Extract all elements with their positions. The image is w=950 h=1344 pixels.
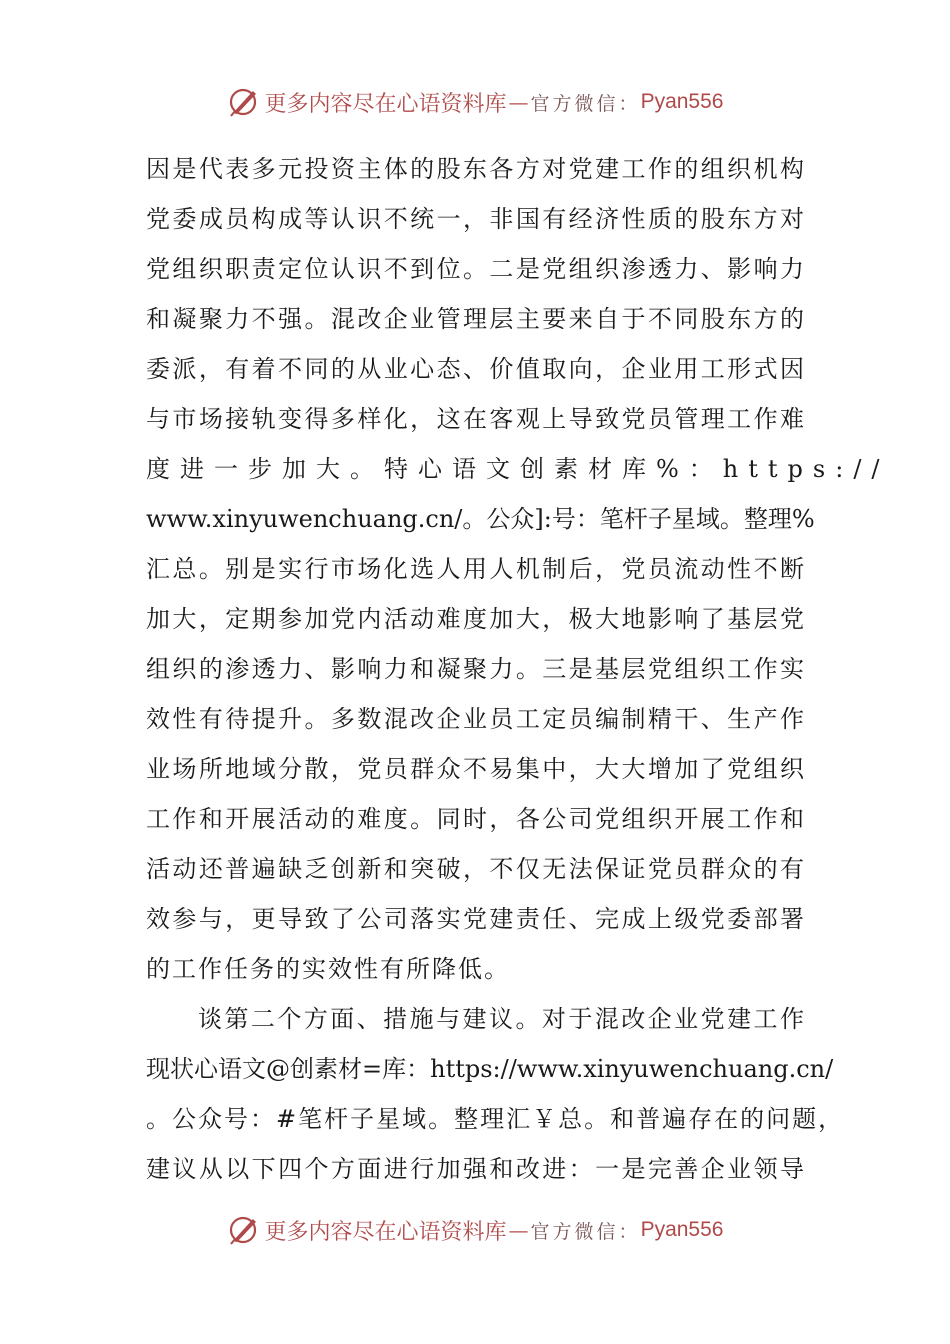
body-text	[146, 144, 890, 1194]
text-line: 和凝聚力不强。混改企业管理层主要来自于不同股东方的	[146, 305, 806, 333]
text-line: 现状心语文@创素材=库：https://www.xinyuwenchuang.cn/	[146, 1055, 834, 1083]
text-line: 度进一步加大。特心语文创素材库%：https://	[146, 455, 890, 483]
banner-separator: —	[508, 90, 529, 114]
banner-wechat-id: Pyan556	[640, 90, 724, 113]
text-line: 的工作任务的实效性有所降低。	[146, 955, 510, 983]
text-line: 效参与，更导致了公司落实党建责任、完成上级党委部署	[146, 905, 806, 933]
text-line: 汇总。别是实行市场化选人用人机制后，党员流动性不断	[146, 555, 806, 583]
paragraph-first-line: 谈第二个方面、措施与建议。对于混改企业党建工作	[198, 1005, 806, 1033]
banner-wechat-label: 官方微信：	[530, 92, 641, 115]
text-line: 。公众号：#笔杆子星域。整理汇￥总。和普遍存在的问题，	[146, 1105, 845, 1133]
banner-main-text: 更多内容尽在心语资料库	[264, 1219, 507, 1245]
banner-separator: —	[508, 1218, 529, 1242]
header-banner	[0, 82, 950, 122]
text-line: 效性有待提升。多数混改企业员工定员编制精干、生产作	[146, 705, 806, 733]
text-line: 委派，有着不同的从业心态、价值取向，企业用工形式因	[146, 355, 806, 383]
banner-wechat-id: Pyan556	[640, 1218, 724, 1241]
banner-wechat-label: 官方微信：	[530, 1220, 641, 1243]
text-line: 加大，定期参加党内活动难度加大，极大地影响了基层党	[146, 605, 806, 633]
text-line: 活动还普遍缺乏创新和突破，不仅无法保证党员群众的有	[146, 855, 806, 883]
text-line: 因是代表多元投资主体的股东各方对党建工作的组织机构	[146, 155, 806, 183]
text-line: 党委成员构成等认识不统一，非国有经济性质的股东方对	[146, 205, 806, 233]
banner-main-text: 更多内容尽在心语资料库	[264, 91, 507, 117]
text-line: 业场所地域分散，党员群众不易集中，大大增加了党组织	[146, 755, 806, 783]
text-line: 与市场接轨变得多样化，这在客观上导致党员管理工作难	[146, 405, 806, 433]
text-line: 建议从以下四个方面进行加强和改进：一是完善企业领导	[146, 1155, 806, 1183]
text-line: 党组织职责定位认识不到位。二是党组织渗透力、影响力	[146, 255, 806, 283]
quill-pen-logo-icon	[227, 85, 261, 119]
text-line: www.xinyuwenchuang.cn/。公众]:号：笔杆子星域。整理%	[146, 505, 815, 533]
text-line: 组织的渗透力、影响力和凝聚力。三是基层党组织工作实	[146, 655, 806, 683]
footer-banner	[0, 1210, 950, 1250]
quill-pen-logo-icon	[227, 1213, 261, 1247]
text-line: 工作和开展活动的难度。同时，各公司党组织开展工作和	[146, 805, 806, 833]
